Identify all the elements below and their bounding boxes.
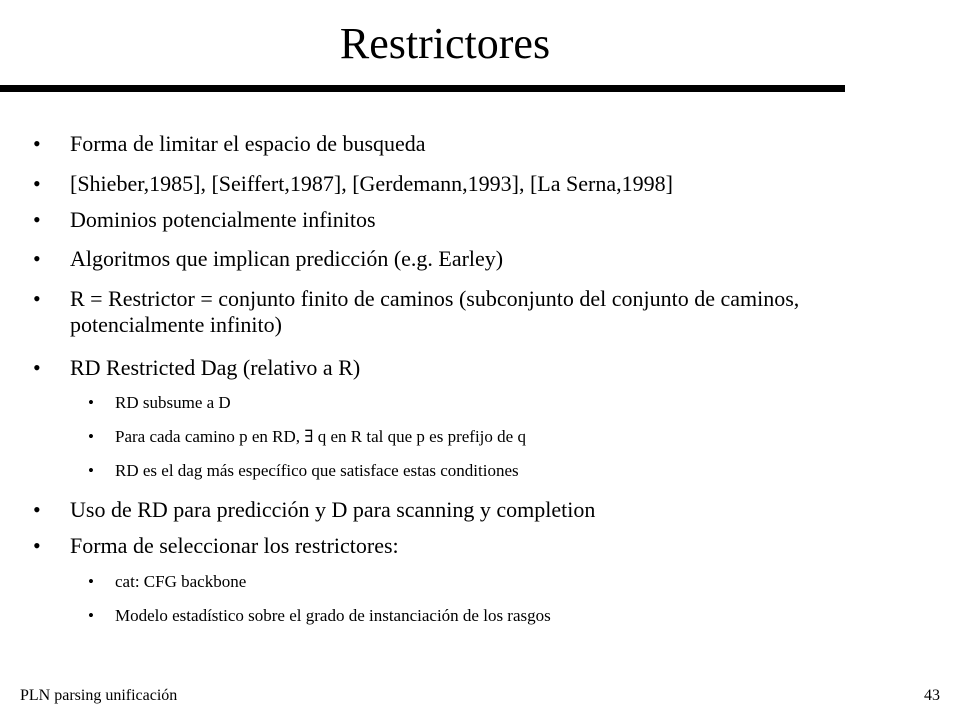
footer-label: PLN parsing unificación [20, 687, 178, 704]
page-number: 43 [924, 687, 940, 704]
bullet-marker: • [88, 606, 94, 625]
bullet-marker: • [33, 355, 41, 380]
bullet-marker: • [33, 131, 41, 156]
bullet-marker: • [33, 171, 41, 196]
bullet-text: Forma de seleccionar los restrictores: [70, 533, 399, 558]
bullet-text: Modelo estadístico sobre el grado de instanciación de los rasgos [115, 606, 551, 625]
bullet-marker: • [33, 533, 41, 558]
bullet-text: RD subsume a D [115, 393, 231, 412]
bullet-text: cat: CFG backbone [115, 572, 247, 591]
bullet-text: Dominios potencialmente infinitos [70, 207, 376, 232]
bullet-text: R = Restrictor = conjunto finito de caminos (subconjunto del conjunto de caminos, potencialmente infinito) [70, 286, 800, 337]
bullet-marker: • [33, 246, 41, 271]
bullet-text: RD es el dag más específico que satisface estas conditiones [115, 461, 519, 480]
slide-title: Restrictores [339, 19, 551, 68]
bullet-text: Uso de RD para predicción y D para scanning y completion [70, 497, 596, 522]
bullet-marker: • [88, 461, 94, 480]
bullet-marker: • [33, 497, 41, 522]
bullet-text: Algoritmos que implican predicción (e.g. Earley) [70, 246, 504, 271]
bullet-marker: • [88, 572, 94, 591]
bullet-marker: • [88, 427, 94, 446]
bullet-text: RD Restricted Dag (relativo a R) [70, 355, 361, 380]
bullet-text: Forma de limitar el espacio de busqueda [70, 131, 426, 156]
bullet-marker: • [33, 207, 41, 232]
bullet-text: [Shieber,1985], [Seiffert,1987], [Gerdemann,1993], [La Serna,1998] [70, 171, 673, 196]
bullet-text: Para cada camino p en RD, ∃ q en R tal que p es prefijo de q [115, 427, 526, 446]
bullet-marker: • [88, 393, 94, 412]
bullet-marker: • [33, 286, 41, 311]
